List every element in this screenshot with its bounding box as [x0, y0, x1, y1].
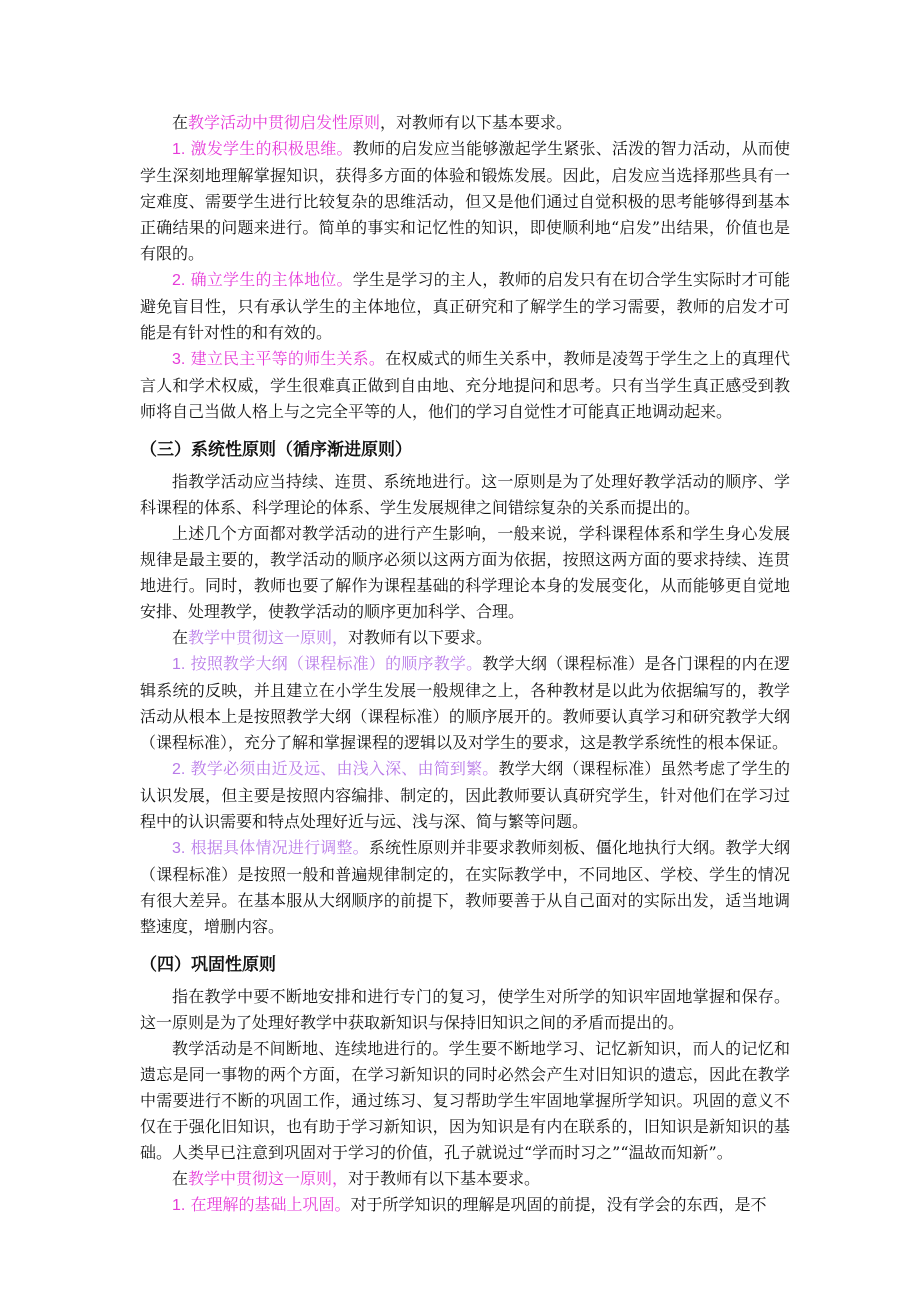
systematic-explanation: 上述几个方面都对教学活动的进行产生影响，一般来说，学科课程体系和学生身心发展规律是最主要的，教学活动的顺序必须以这两方面为依据，按照这两方面的要求持续、连贯地进行。同时，教师也要了解作为课程基础的科学理论本身的发展变化，从而能够更自觉地安排、处理教学，使教学活动的顺序更加科学、合理。: [140, 524, 790, 621]
intro-text: 对教师有以下要求。: [348, 628, 493, 647]
requirement-number: 2.: [172, 272, 186, 289]
consolidation-intro: [140, 1166, 790, 1192]
intro-text: 在: [172, 628, 189, 647]
section-heading-systematic: （三）系统性原则（循序渐进原则）: [140, 440, 412, 460]
systematic-item-1: [140, 651, 790, 756]
highlighted-phrase: 教学中贯彻这一原则，: [188, 628, 349, 647]
requirement-2: [140, 267, 790, 346]
requirement-title: 在理解的基础上巩固。: [190, 1195, 351, 1214]
requirement-1: [140, 136, 790, 267]
requirement-body: 对于所学知识的理解是巩固的前提，没有学会的东西，是不: [350, 1195, 767, 1214]
highlighted-phrase: 教学活动中贯彻启发性原则: [188, 113, 381, 132]
requirement-body: 系统性原则并非要求教师刻板、僵化地执行大纲。教学大纲（课程标准）是按照一般和普遍规律制定的，在实际教学中，不同地区、学校、学生的情况有很大差异。在基本服从大纲顺序的前提下，教师要善于从自己面对的实际出发，适当地调整速度，增删内容。: [140, 838, 790, 936]
requirement-body: 教师的启发应当能够激起学生紧张、活泼的智力活动，从而使学生深刻地理解掌握知识，获得多方面的体验和锻炼发展。因此，启发应当选择那些具有一定难度、需要学生进行比较复杂的思维活动，但又是他们通过自觉积极的思考能够得到基本正确结果的问题来进行。简单的事实和记忆性的知识，即使顺利地“启发”出结果，价值也是有限的。: [140, 139, 790, 263]
enlightenment-intro: [140, 110, 790, 136]
highlighted-phrase: 教学中贯彻这一原则，: [188, 1169, 349, 1188]
requirement-number: 1.: [172, 656, 186, 673]
requirement-number: 3.: [172, 840, 186, 857]
intro-text: ，对教师有以下基本要求。: [380, 113, 573, 132]
requirement-title: 激发学生的积极思维。: [190, 139, 353, 158]
requirement-number: 3.: [172, 351, 186, 368]
requirement-number: 2.: [172, 761, 186, 778]
requirement-body: 学生是学习的主人，教师的启发只有在切合学生实际时才可能避免盲目性，只有承认学生的主体地位，真正研究和了解学生的学习需要，教师的启发才可能是有针对性的和有效的。: [140, 270, 790, 342]
systematic-definition: 指教学活动应当持续、连贯、系统地进行。这一原则是为了处理好教学活动的顺序、学科课程的体系、科学理论的体系、学生发展规律之间错综复杂的关系而提出的。: [140, 472, 790, 517]
requirement-title: 按照教学大纲（课程标准）的顺序教学。: [190, 654, 483, 673]
requirement-title: 教学必须由近及远、由浅入深、由简到繁。: [190, 759, 499, 778]
requirement-title: 确立学生的主体地位。: [190, 270, 353, 289]
requirement-number: 1.: [172, 1197, 186, 1214]
consolidation-definition: 指在教学中要不断地安排和进行专门的复习，使学生对所学的知识牢固地掌握和保存。这一原则是为了处理好教学中获取新知识与保持旧知识之间的矛盾而提出的。: [140, 987, 790, 1032]
requirement-title: 建立民主平等的师生关系。: [190, 349, 386, 368]
intro-text: 对于教师有以下基本要求。: [348, 1169, 541, 1188]
document-body: [140, 110, 790, 1219]
intro-text: 在: [172, 1169, 189, 1188]
systematic-intro: [140, 625, 790, 651]
requirement-number: 1.: [172, 141, 186, 158]
consolidation-item-1: [140, 1192, 790, 1219]
requirement-body: 教学大纲（课程标准）虽然考虑了学生的认识发展，但主要是按照内容编排、制定的，因此教师要认真研究学生，针对他们在学习过程中的认识需要和特点处理好近与远、浅与深、简与繁等问题。: [140, 759, 790, 831]
consolidation-explanation: 教学活动是不间断地、连续地进行的。学生要不断地学习、记忆新知识，而人的记忆和遗忘是同一事物的两个方面，在学习新知识的同时必然会产生对旧知识的遗忘，因此在教学中需要进行不断的巩固工作，通过练习、复习帮助学生牢固地掌握所学知识。巩固的意义不仅在于强化旧知识，也有助于学习新知识，因为知识是有内在联系的，旧知识是新知识的基础。人类早已注意到巩固对于学习的价值，孔子就说过“学而时习之”“温故而知新”。: [140, 1039, 790, 1162]
requirement-body: 在权威式的师生关系中，教师是凌驾于学生之上的真理代言人和学术权威，学生很难真正做到自由地、充分地提问和思考。只有当学生真正感受到教师将自己当做人格上与之完全平等的人，他们的学习自觉性才可能真正地调动起来。: [140, 349, 790, 421]
requirement-body: 教学大纲（课程标准）是各门课程的内在逻辑系统的反映，并且建立在小学生发展一般规律之上，各种教材是以此为依据编写的，教学活动从根本上是按照教学大纲（课程标准）的顺序展开的。教师要认真学习和研究教学大纲（课程标准），充分了解和掌握课程的逻辑以及对学生的要求，这是教学系统性的根本保证。: [140, 654, 790, 752]
requirement-title: 根据具体情况进行调整。: [190, 838, 369, 857]
systematic-item-3: [140, 835, 790, 940]
requirement-3: [140, 346, 790, 425]
systematic-item-2: [140, 756, 790, 835]
section-heading-consolidation: （四）巩固性原则: [140, 955, 276, 975]
intro-text: 在: [172, 113, 189, 132]
